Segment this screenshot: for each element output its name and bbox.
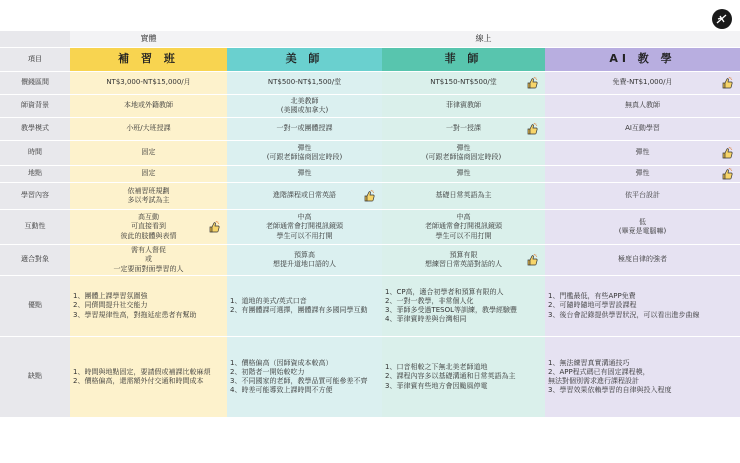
thumbs-up-hand-icon (362, 189, 376, 203)
row-label: 價錢區間 (0, 72, 70, 95)
cell-c1 (70, 118, 227, 141)
table-row (0, 166, 740, 183)
row-label: 師資背景 (0, 95, 70, 118)
cell-c1 (70, 276, 227, 337)
row-label: 時間 (0, 141, 70, 166)
thumbs-up-hand-icon (720, 167, 734, 181)
group-physical-label: 實體 (70, 31, 227, 48)
cell-c1 (70, 245, 227, 276)
cell-text: NT$3,000-NT$15,000/月 (106, 78, 191, 87)
cell-text: 1、門檻最低，有些APP免費 2、可隨時隨地可學習設課程 3、後台會記錄提供學習狀況，可以看出進步曲線 (548, 292, 700, 319)
cell-c4 (545, 337, 740, 418)
cell-c2 (227, 210, 382, 245)
cell-text: 1、團體上課學習氛圍強 2、同儕間提升社交能力 3、學習規律性高，對拖延症患者有幫助 (73, 292, 197, 319)
col-header-cram-school: 補 習 班 (70, 48, 227, 72)
row-label: 優點 (0, 276, 70, 337)
row-label: 互動性 (0, 210, 70, 245)
cell-c4 (545, 245, 740, 276)
row-label: 教學模式 (0, 118, 70, 141)
table-row (0, 183, 740, 210)
cell-c1 (70, 141, 227, 166)
cell-text: 極度自律的強者 (618, 255, 667, 264)
cell-text: 固定 (141, 148, 156, 157)
group-header-row (0, 31, 740, 48)
thumbs-up-hand-icon (525, 122, 539, 136)
cell-c4 (545, 118, 740, 141)
cell-c2 (227, 337, 382, 418)
cell-c1 (70, 210, 227, 245)
cell-c1 (70, 95, 227, 118)
cell-text: 高互動 可直接看到 彼此的肢體與表情 (120, 213, 177, 240)
cell-text: 固定 (141, 169, 156, 178)
cell-c4 (545, 210, 740, 245)
cell-c3 (382, 141, 545, 166)
row-label: 地點 (0, 166, 70, 183)
cell-c1 (70, 166, 227, 183)
cell-text: 北美教師 (美國或加拿大) (280, 96, 329, 114)
cell-c2 (227, 72, 382, 95)
cell-text: 1、時間與地點固定，要請假或補課比較麻煩 2、價格偏高，還需額外付交通和時間成本 (73, 367, 211, 385)
cell-c1 (70, 183, 227, 210)
row-label: 學習內容 (0, 183, 70, 210)
cell-c4 (545, 166, 740, 183)
cell-c1 (70, 72, 227, 95)
cell-c3 (382, 118, 545, 141)
brand-logo-icon (712, 9, 732, 29)
thumbs-up-hand-icon (720, 76, 734, 90)
thumbs-up-hand-icon (207, 220, 221, 234)
table-row (0, 141, 740, 166)
cell-text: 一對一授課 (446, 124, 481, 133)
cell-c1 (70, 337, 227, 418)
cell-text: 菲律賓教師 (446, 101, 481, 110)
cell-text: 基礎日常英語為主 (435, 191, 492, 200)
thumbs-up-hand-icon (525, 76, 539, 90)
cell-c4 (545, 276, 740, 337)
cell-c4 (545, 72, 740, 95)
row-label: 適合對象 (0, 245, 70, 276)
cell-text: 小班/大班授課 (126, 124, 171, 133)
cell-text: 需有人督促 或 一定要面對面學習的人 (113, 246, 184, 273)
thumbs-up-hand-icon (720, 146, 734, 160)
cell-c2 (227, 166, 382, 183)
cell-c3 (382, 95, 545, 118)
cell-text: 彈性 (297, 169, 312, 178)
thumbs-up-hand-icon (525, 253, 539, 267)
cell-c2 (227, 183, 382, 210)
comparison-table (0, 31, 740, 418)
table-row (0, 245, 740, 276)
cell-text: 1、價格偏高（因師資成本較高） 2、初階者一開始較吃力 3、不同國家的老師，教學品質可能參差不齊 4、時差可能導致上課時間不方便 (230, 358, 368, 395)
cell-text: 1、道地的美式/英式口音 2、有團體課可選擇，團體課有多國同學互動 (230, 296, 368, 314)
table-row (0, 95, 740, 118)
cell-text: 進階課程或日常英語 (273, 191, 336, 200)
cell-c4 (545, 95, 740, 118)
cell-c2 (227, 118, 382, 141)
cell-text: 彈性 (456, 169, 471, 178)
cell-text: 中高 老師通常會打開視訊鏡頭 學生可以不用打開 (266, 213, 343, 240)
cell-c2 (227, 245, 382, 276)
cell-text: 中高 老師通常會打開視訊鏡頭 學生可以不用打開 (425, 213, 502, 240)
col-header-us-teacher: 美 師 (227, 48, 382, 72)
cell-text: 低 (畢竟是電腦嘛) (618, 217, 667, 235)
cell-c3 (382, 337, 545, 418)
row-label: 缺點 (0, 337, 70, 418)
corner-cell (0, 31, 70, 48)
cell-c3 (382, 72, 545, 95)
cell-text: 無真人教師 (625, 101, 660, 110)
cell-c2 (227, 276, 382, 337)
cell-c3 (382, 245, 545, 276)
cell-c3 (382, 276, 545, 337)
cell-text: NT$500-NT$1,500/堂 (267, 78, 342, 87)
cell-text: 1、CP高，適合初學者和預算有限的人 2、一對一教學，非常個人化 3、菲師多受過TESOL等訓練，教學經驗豐 4、菲律賓時差與台灣相同 (385, 287, 518, 324)
cell-text: 本地或外籍教師 (124, 101, 173, 110)
cell-text: 彈性 (可跟老師協商固定時段) (425, 143, 502, 161)
cell-text: 1、口音相較之下無北美老師道地 2、課程內容多以基礎溝通和日常英語為主 3、菲律賓有些地方會因颱風停電 (385, 363, 516, 390)
cell-text: 彈性 (可跟老師協商固定時段) (266, 143, 343, 161)
cell-c3 (382, 166, 545, 183)
table-row (0, 337, 740, 418)
cell-text: 1、無法練習真實溝通技巧 2、APP程式碼已有固定課程模， 無法對個別需求進行課程設計 3、學習效果依賴學習的自律與投入程度 (548, 358, 672, 395)
col-header-ai: AI 教 學 (545, 48, 740, 72)
cell-c3 (382, 210, 545, 245)
cell-text: 彈性 (635, 148, 650, 157)
cell-text: 預算有限 想練習日常英語對話的人 (425, 250, 502, 268)
cell-c4 (545, 183, 740, 210)
cell-text: 免費-NT$1,000/月 (612, 78, 673, 87)
cell-text: 依平台設計 (625, 191, 660, 200)
group-online-label: 線上 (227, 31, 740, 48)
cell-c3 (382, 183, 545, 210)
cell-text: AI互動學習 (625, 124, 660, 133)
table-row (0, 72, 740, 95)
cell-text: NT$150-NT$500/堂 (430, 78, 497, 87)
column-header-row (0, 48, 740, 72)
cell-c4 (545, 141, 740, 166)
cell-text: 彈性 (635, 169, 650, 178)
cell-c2 (227, 141, 382, 166)
cell-text: 預算高 想提升道地口語的人 (273, 250, 336, 268)
cell-c2 (227, 95, 382, 118)
cell-text: 一對一或團體授課 (276, 124, 333, 133)
col-header-ph-teacher: 菲 師 (382, 48, 545, 72)
cell-text: 依補習班規劃 多以考試為主 (127, 186, 170, 204)
table-row (0, 276, 740, 337)
item-header: 項目 (0, 48, 70, 72)
table-row (0, 210, 740, 245)
table-row (0, 118, 740, 141)
